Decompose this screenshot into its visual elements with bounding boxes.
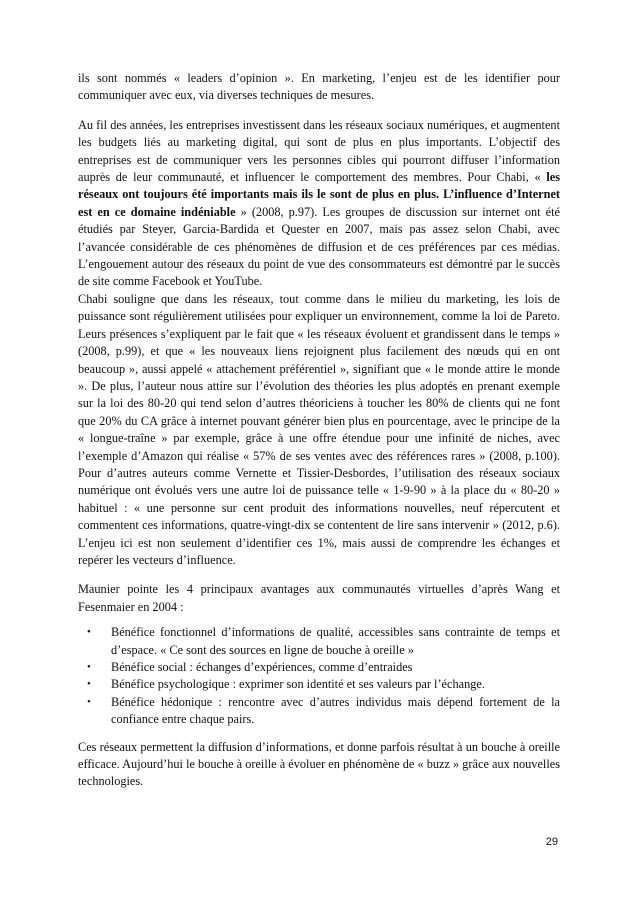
bullet-icon: • — [87, 626, 91, 639]
list-item-text: Bénéfice social : échanges d’expériences, comme d’entraides — [111, 660, 413, 674]
paragraph-2-text-a: Au fil des années, les entreprises investissent dans les réseaux sociaux numériques, et augmentent les budgets liés au marketing digital, qui sont de plus en plus importants. L’objectif des entreprises est de communiquer vers les personnes cibles qui pourront diffuser l’information auprès de leur communauté, et influencer le comportement des membres. Pour Chabi, « — [78, 117, 560, 185]
paragraph-2-text-b: » (2008, p.97). Les groupes de discussion sur internet ont été étudiés par Steyer, Garcia-Bardida et Quester en 2007, mais pas assez selon Chabi, avec l’avancée considérable de ces phénomènes de diffusion et de ces préférences par ces médias. L’engouement autour des réseaux du point de vue des consommateurs est démontré par le succès de site comme Facebook et YouTube. — [78, 204, 560, 289]
advantages-list — [78, 624, 560, 728]
list-item-text: Bénéfice psychologique : exprimer son identité et ses valeurs par l’échange. — [111, 677, 485, 692]
body-text — [78, 70, 560, 791]
list-item — [87, 659, 560, 676]
list-item — [87, 694, 560, 729]
paragraph-1: ils sont nommés « leaders d’opinion ». En marketing, l’enjeu est de les identifier pour communiquer avec eux, via diverses techniques de mesures. — [78, 71, 560, 103]
bullet-icon: • — [87, 661, 91, 673]
list-item — [87, 624, 560, 659]
paragraph-2-quote-bold: les réseaux ont toujours été importants mais ils le sont de plus en plus. L’influence d’Internet est en ce domaine indéniable — [78, 170, 560, 219]
page-number: 29 — [545, 836, 558, 848]
paragraph-3: Chabi souligne que dans les réseaux, tout comme dans le milieu du marketing, les lois de puissance sont régulièrement utilisées pour expliquer un environnement, comme la loi de Pareto. Leurs présences s’expliquent par le fait que « les réseaux évoluent et grandissent dans le temps » (2008, p.99), et que « les nouveaux liens rejoignent plus facilement des nœuds qui en ont beaucoup », aussi appelé « attachement préférentiel », signifiant que « le monde attire le monde ». De plus, l’auteur nous attire sur l’évolution des théories les plus adoptés en prenant exemple sur la loi des 80-20 qui tend selon d’autres théoriciens à toucher les 80% de clients qui ne font que 20% du CA grâce à internet pouvant générer bien plus en pourcentage, avec le principe de la « longue-traîne » par exemple, grâce à une offre étendue pour une infinité de niches, avec l’exemple d’Amazon qui réalise « 57% de ses ventes avec des références rares » (2008, p.100). Pour d’autres auteurs comme Vernette et Tissier-Desbordes, l’utilisation des réseaux sociaux numérique ont évolués vers une autre loi de puissance telle « 1-9-90 » à la place du « 80-20 » habituel : « une personne sur cent produit des informations nouvelles, neuf répercutent et commentent ces informations, quatre-vingt-dix se contentent de lire sans intervenir » (2012, p.6). L’enjeu ici est non seulement d’identifier ces 1%, mais aussi de comprendre les échanges et repérer les vecteurs d’influence. — [78, 291, 560, 567]
paragraph-5: Ces réseaux permettent la diffusion d’informations, et donne parfois résultat à un bouche à oreille efficace. Aujourd’hui le bouche à oreille à évoluer en phénomène de « buzz » grâce aux nouvelles technologies. — [78, 739, 560, 789]
bullet-icon: • — [87, 695, 91, 708]
paragraph-2 — [78, 117, 560, 291]
list-item-text: Bénéfice fonctionnel d’informations de qualité, accessibles sans contrainte de temps et d’espace. « Ce sont des sources en ligne de bouche à oreille » — [111, 625, 560, 657]
paragraph-4: Maunier pointe les 4 principaux avantages aux communautés virtuelles d’après Wang et Fesenmaier en 2004 : — [78, 582, 560, 614]
list-item-text: Bénéfice hédonique : rencontre avec d’autres individus mais dépend fortement de la confiance entre chaque pairs. — [111, 694, 560, 727]
bullet-icon: • — [87, 678, 91, 691]
list-item — [87, 676, 560, 693]
